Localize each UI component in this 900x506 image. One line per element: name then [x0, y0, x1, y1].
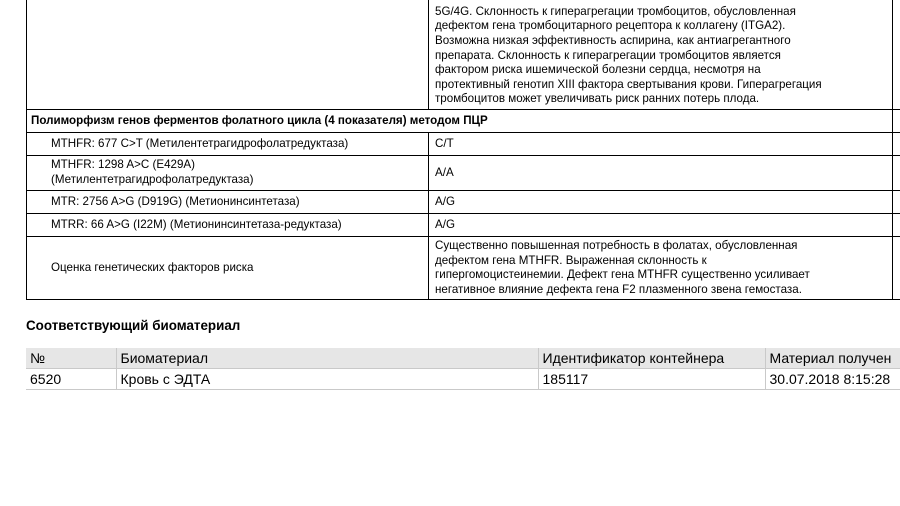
- top-description-line: препарата. Склонность к гиперагрегации тромбоцитов является: [435, 48, 781, 62]
- risk-label: Оценка генетических факторов риска: [27, 237, 429, 300]
- top-description-line: 5G/4G. Склонность к гиперагрегации тромбоцитов, обусловленная: [435, 4, 796, 18]
- edge-cell: [893, 156, 900, 191]
- table-row: [26, 369, 900, 390]
- table-row: [27, 156, 900, 191]
- col-header-number: №: [26, 348, 116, 369]
- gene-value: C/T: [429, 133, 893, 156]
- biomaterial-type: Кровь с ЭДТА: [116, 369, 538, 390]
- top-description-cell: [429, 0, 893, 110]
- col-header-received: Материал получен: [765, 348, 900, 369]
- biomaterial-title: Соответствующий биоматериал: [26, 318, 241, 333]
- top-description-row: [27, 0, 900, 110]
- top-description-line: фактором риска ишемической болезни сердца, несмотря на: [435, 63, 761, 77]
- biomaterial-header-row: [26, 348, 900, 369]
- gene-name: MTHFR: 1298 A>C (E429A): [51, 158, 196, 172]
- col-header-biomaterial: Биоматериал: [116, 348, 538, 369]
- top-description-line: тромбоцитов может увеличивать риск ранних потерь плода.: [435, 92, 760, 106]
- table-row: [27, 214, 900, 237]
- risk-line: Существенно повышенная потребность в фолатах, обусловленная: [435, 239, 798, 252]
- gene-value: A/A: [429, 156, 893, 191]
- results-table: [26, 0, 900, 300]
- container-id: 185117: [538, 369, 765, 390]
- gene-name-sub: (Метилентетрагидрофолатредуктаза): [51, 173, 254, 186]
- gene-name: MTRR: 66 A>G (I22M) (Метионинсинтетаза-редуктаза): [51, 217, 342, 231]
- gene-name-cell: [27, 133, 429, 156]
- biomaterial-table: [26, 348, 900, 390]
- risk-line: дефектом гена MTHFR. Выраженная склонность к: [435, 253, 707, 267]
- edge-cell: [893, 0, 900, 110]
- edge-cell: [893, 214, 900, 237]
- edge-cell: [893, 191, 900, 214]
- risk-row: [27, 237, 900, 300]
- table-row: [27, 191, 900, 214]
- gene-value: A/G: [429, 191, 893, 214]
- top-description-line: дефектом гена тромбоцитарного рецептора к коллагену (ITGA2).: [435, 19, 786, 33]
- folate-section-row: [27, 110, 900, 133]
- biomaterial-number: 6520: [26, 369, 116, 390]
- gene-name: MTHFR: 677 C>T (Метилентетрагидрофолатредуктаза): [51, 136, 349, 150]
- top-name-cell: [27, 0, 429, 110]
- table-row: [27, 133, 900, 156]
- received-datetime: 30.07.2018 8:15:28: [765, 369, 900, 390]
- risk-description: [429, 237, 893, 300]
- gene-name-cell: [27, 214, 429, 237]
- risk-line: гипергомоцистеинемии. Дефект гена MTHFR существенно усиливает: [435, 268, 810, 282]
- risk-line: негативное влияние дефекта гена F2 плазменного звена гемостаза.: [435, 282, 802, 296]
- edge-cell: [893, 237, 900, 300]
- top-description-line: протективный генотип XIII фактора свертывания крови. Гиперагрегация: [435, 77, 822, 91]
- top-description-line: Возможна низкая эффективность аспирина, как антиагрегантного: [435, 34, 791, 48]
- edge-cell: [893, 110, 900, 133]
- gene-name-cell: [27, 156, 429, 191]
- gene-name: MTR: 2756 A>G (D919G) (Метионинсинтетаза): [51, 194, 300, 208]
- folate-section-title: Полиморфизм генов ферментов фолатного цикла (4 показателя) методом ПЦР: [27, 110, 893, 133]
- col-header-container-id: Идентификатор контейнера: [538, 348, 765, 369]
- gene-name-cell: [27, 191, 429, 214]
- gene-value: A/G: [429, 214, 893, 237]
- edge-cell: [893, 133, 900, 156]
